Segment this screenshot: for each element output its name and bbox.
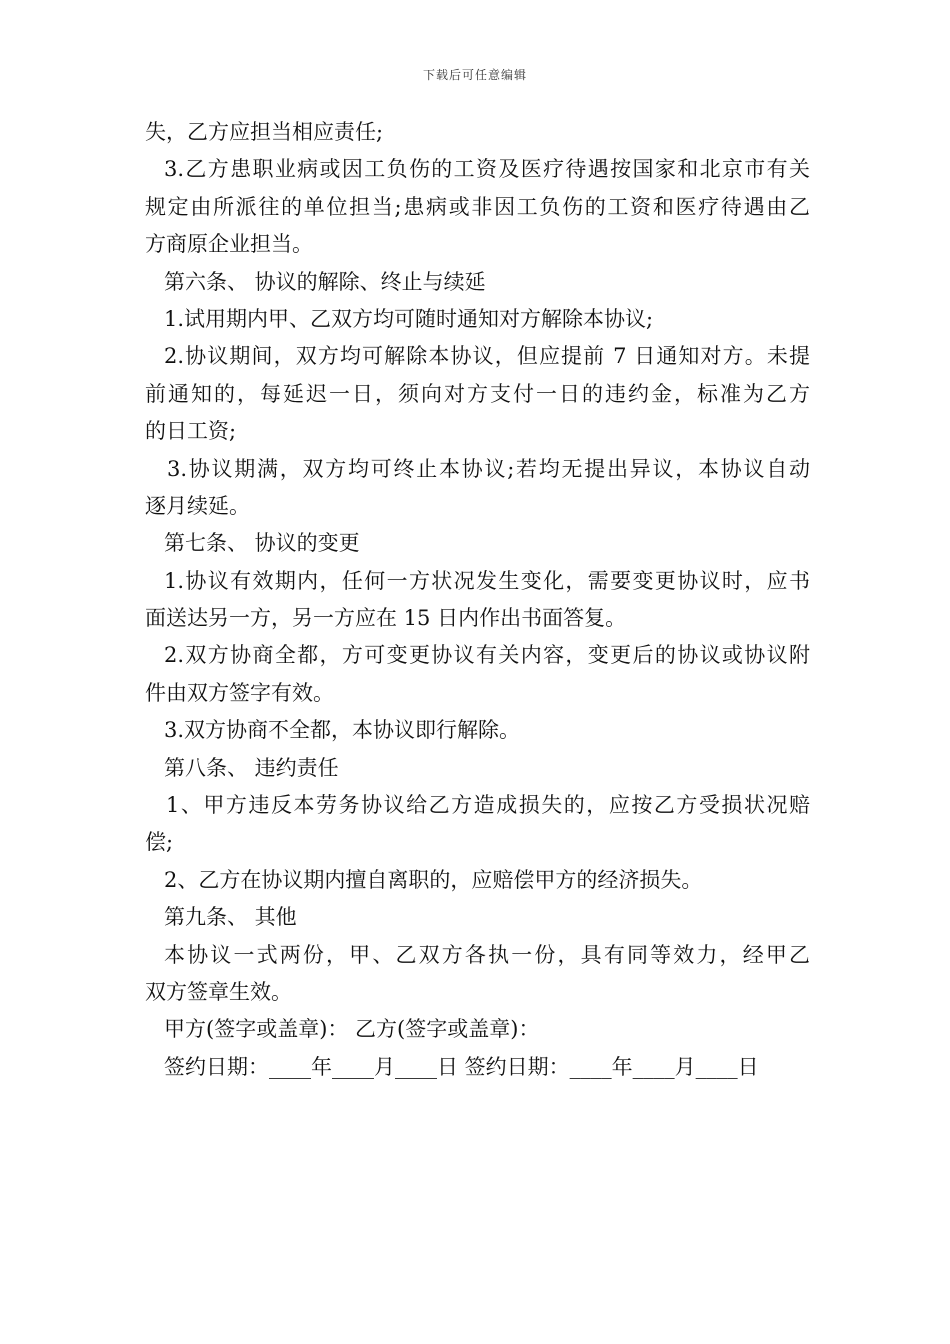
text-line: 偿;: [145, 830, 174, 855]
text-line: 第六条、 协议的解除、终止与续延: [164, 269, 486, 294]
text-line: 2.双方协商全都，方可变更协议有关内容，变更后的协议或协议附: [164, 643, 810, 668]
text-line: 方商原企业担当。: [145, 232, 313, 257]
text-line: 第九条、 其他: [164, 905, 297, 930]
page-header: 下载后可任意编辑: [422, 68, 527, 82]
text-line: 3.协议期满，双方均可终止本协议;若均无提出异议，本协议自动: [167, 456, 810, 481]
text-line: 签约日期：____年____月____日 签约日期：____年____月____日: [164, 1054, 759, 1079]
text-line: 2.协议期间，双方均可解除本协议，但应提前 7 日通知对方。未提: [164, 344, 810, 369]
text-line: 逐月续延。: [145, 493, 250, 518]
text-line: 第八条、 违约责任: [164, 755, 339, 780]
document-body: [145, 114, 810, 1086]
text-line: 本协议一式两份，甲、乙双方各执一份，具有同等效力，经甲乙: [164, 942, 810, 967]
text-line: 规定由所派往的单位担当;患病或非因工负伤的工资和医疗待遇由乙: [145, 194, 810, 219]
text-line: 失，乙方应担当相应责任;: [145, 120, 384, 144]
text-line: 2、乙方在协议期内擅自离职的，应赔偿甲方的经济损失。: [164, 867, 703, 892]
text-line: 前通知的，每延迟一日，须向对方支付一日的违约金，标准为乙方: [145, 381, 810, 406]
text-line: 1.试用期内甲、乙双方均可随时通知对方解除本协议;: [164, 306, 654, 331]
text-line: 甲方(签字或盖章)： 乙方(签字或盖章)：: [164, 1017, 540, 1042]
text-line: 的日工资;: [145, 419, 237, 444]
text-line: 件由双方签字有效。: [145, 680, 334, 705]
text-line: 1.协议有效期内，任何一方状况发生变化，需要变更协议时，应书: [164, 568, 810, 593]
text-line: 1、甲方违反本劳务协议给乙方造成损失的，应按乙方受损状况赔: [166, 793, 810, 818]
text-line: 第七条、 协议的变更: [164, 531, 360, 556]
text-line: 面送达另一方，另一方应在 15 日内作出书面答复。: [145, 606, 627, 631]
text-line: 3.双方协商不全都，本协议即行解除。: [164, 718, 521, 743]
text-line: 双方签章生效。: [145, 979, 292, 1004]
text-line: 3.乙方患职业病或因工负伤的工资及医疗待遇按国家和北京市有关: [164, 157, 810, 182]
